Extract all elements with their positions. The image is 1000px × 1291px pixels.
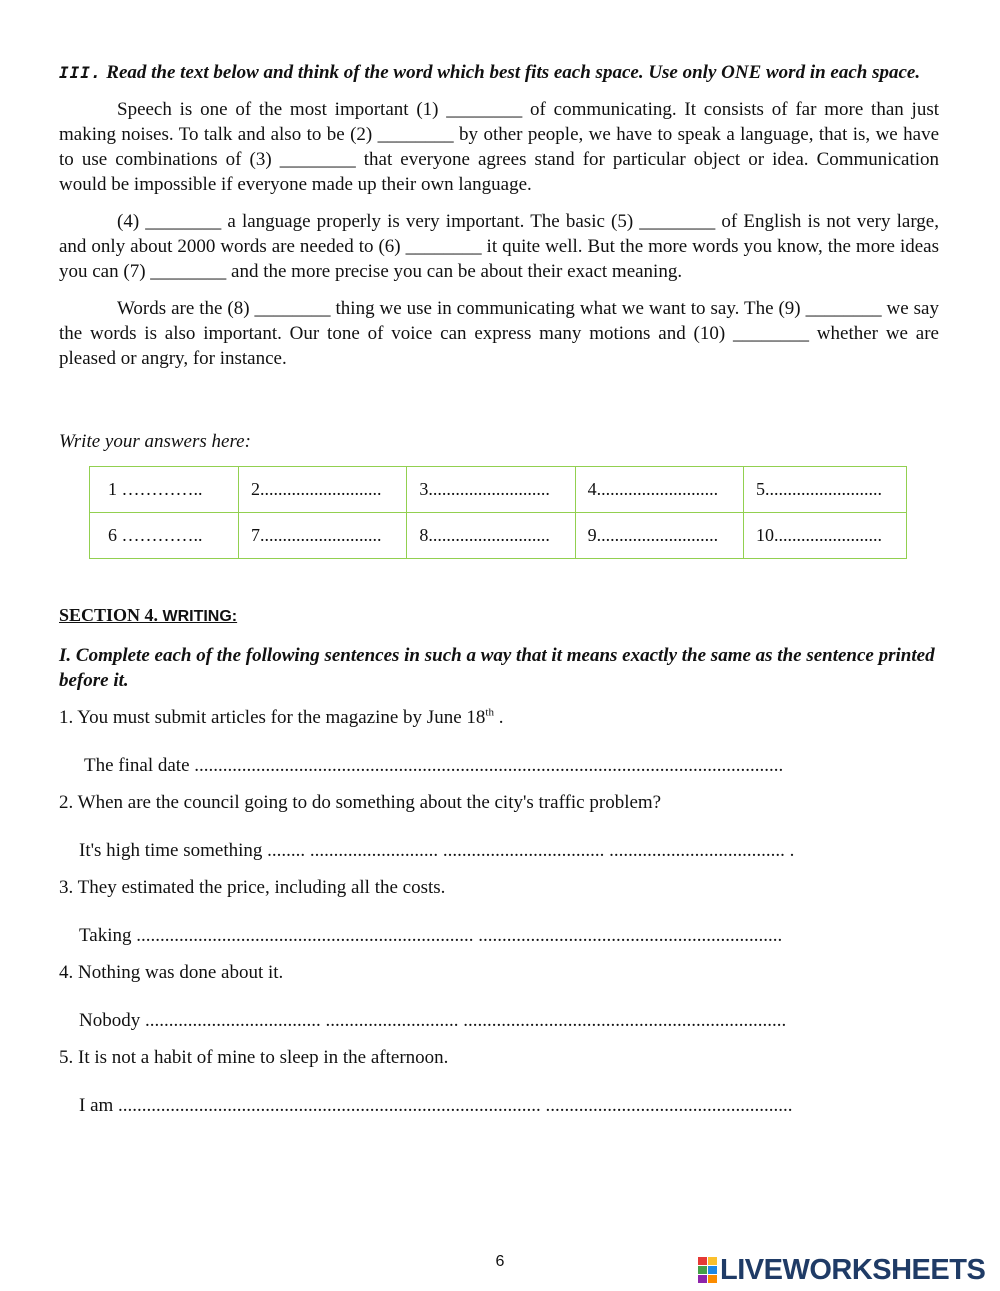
question-1 [59,705,939,730]
answer-cell-6[interactable]: 6 ………….. [90,513,239,559]
part-iii-roman: III. [59,63,102,82]
passage-paragraph-3: Words are the (8) ________ thing we use in communicating what we want to say. The (9) ________ we say the words is also important. Our tone of voice can express many motions and (10) ________ whether we are pleased or angry, for instance. [59,298,939,369]
answer-cell-8[interactable]: 8........................... [407,513,575,559]
logo-block-5 [698,1275,707,1283]
logo-block-2 [708,1257,717,1265]
section-4-title-number: SECTION 4. [59,605,159,625]
question-4-rewrite-line[interactable]: Nobody ..................................... ............................ .................................................................... [79,1010,787,1031]
answer-cell-2[interactable]: 2........................... [239,467,407,513]
page-number: 6 [495,1253,505,1270]
logo-block-1 [698,1257,707,1265]
liveworksheets-brand [698,1255,985,1285]
answer-cell-9[interactable]: 9........................... [575,513,743,559]
section-4-title-writing: WRITING: [158,608,238,625]
question-5: 5. It is not a habit of mine to sleep in the afternoon. [59,1047,449,1068]
question-1-superscript: th [485,706,494,719]
answers-table [89,466,907,559]
logo-block-3 [698,1266,707,1274]
question-2-rewrite-line[interactable]: It's high time something ........ ........................... .................................. ..................................... . [79,840,795,861]
section-4-title [59,603,939,629]
question-3-rewrite-line[interactable]: Taking ....................................................................... ................................................................ [79,925,783,946]
answer-cell-7[interactable]: 7........................... [239,513,407,559]
question-5-rewrite-line[interactable]: I am ......................................................................................... .................................................... [79,1095,793,1116]
liveworksheets-wordmark: LIVEWORKSHEETS [720,1254,986,1286]
liveworksheets-logo-icon [698,1257,717,1283]
logo-block-6 [708,1275,717,1283]
passage-paragraph-1: Speech is one of the most important (1) ________ of communicating. It consists of far more than just making noises. To talk and also to be (2) ________ by other people, we have to speak a language, that is, we have to use combinations of (3) ________ that everyone agrees stand for particular object or idea. Communication would be impossible if everyone made up their own language. [59,99,939,195]
answer-cell-10[interactable]: 10........................ [743,513,906,559]
question-1-after: . [493,707,504,728]
question-2: 2. When are the council going to do something about the city's traffic problem? [59,792,662,813]
answers-row-2 [90,513,907,559]
answer-cell-1[interactable]: 1 ………….. [90,467,239,513]
answer-cell-3[interactable]: 3........................... [407,467,575,513]
part-iii-instruction [59,60,939,85]
question-1-rewrite-line[interactable]: The final date ............................................................................................................................ [84,755,784,776]
part-iii-instruction-text: Read the text below and think of the word which best fits each space. Use only ONE word in each space. [106,62,921,83]
section-4-instruction: I. Complete each of the following sentences in such a way that it means exactly the same as the sentence printed before it. [59,645,935,691]
answers-label: Write your answers here: [59,431,251,452]
passage-paragraph-2: (4) ________ a language properly is very important. The basic (5) ________ of English is not very large, and only about 2000 words are needed to (6) ________ it quite well. But the more words you know, the more ideas you can (7) ________ and the more precise you can be about their exact meaning. [59,211,939,282]
question-3: 3. They estimated the price, including all the costs. [59,877,446,898]
worksheet-page [59,60,939,1118]
question-4: 4. Nothing was done about it. [59,962,284,983]
answer-cell-5[interactable]: 5.......................... [743,467,906,513]
answer-cell-4[interactable]: 4........................... [575,467,743,513]
logo-block-4 [708,1266,717,1274]
question-1-prompt: 1. You must submit articles for the magazine by June 18 [59,707,486,728]
answers-row-1 [90,467,907,513]
